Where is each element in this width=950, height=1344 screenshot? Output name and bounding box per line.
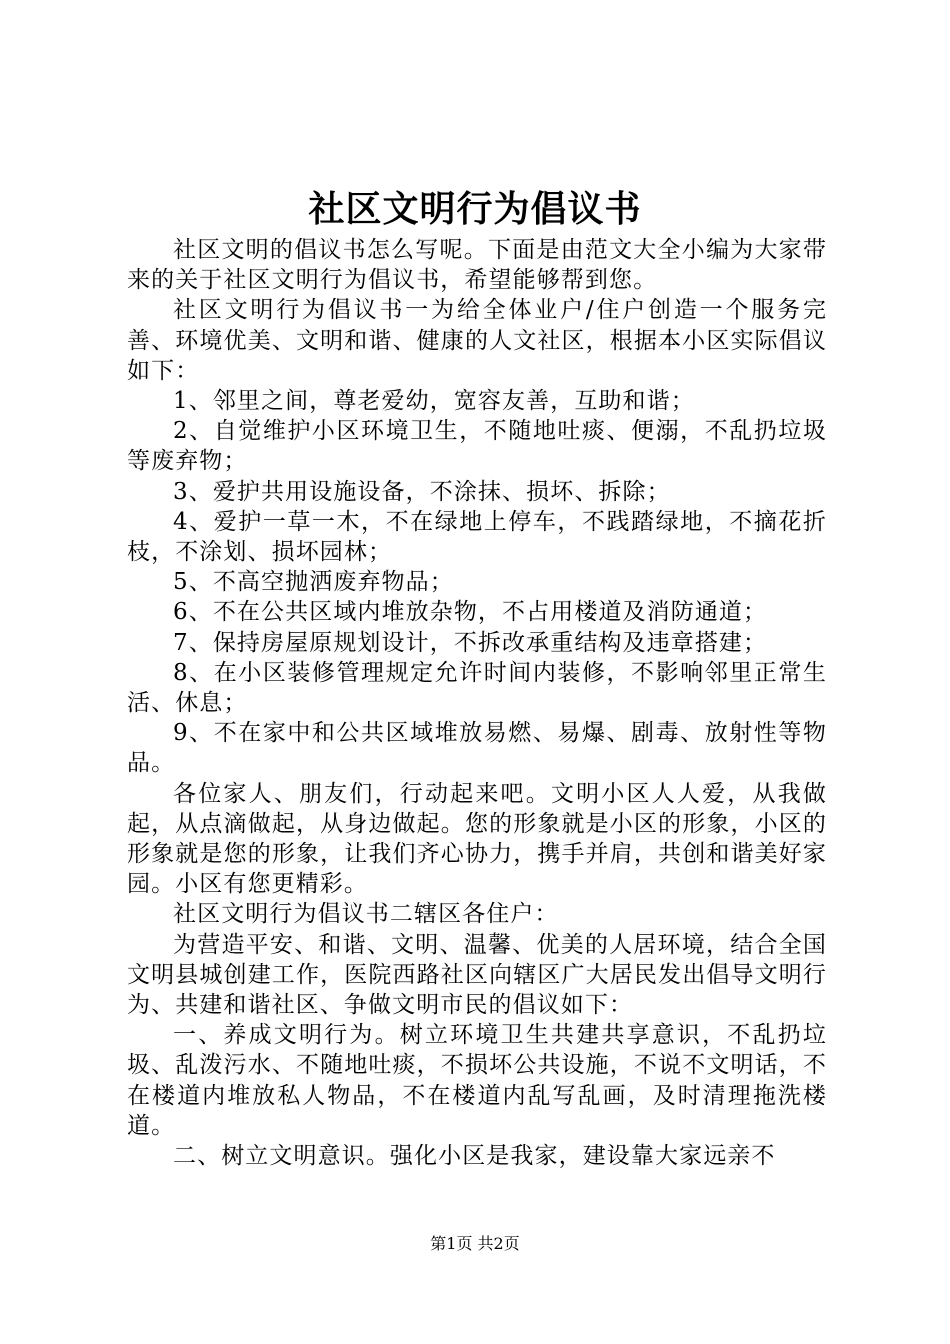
list-item: 3、爱护共用设施设备，不涂抹、损坏、拆除； — [173, 478, 671, 505]
list-item: 5、不高空抛洒废弃物品； — [173, 569, 454, 596]
paragraph-proposal-two-intro: 为营造平安、和谐、文明、温馨、优美的人居环境，结合全国文明县城创建工作，医院西路社区向辖区广大居民发出倡导文明行为、共建和谐社区、争做文明市民的倡议如下： — [127, 931, 827, 1019]
paragraph-call-to-action: 各位家人、朋友们，行动起来吧。文明小区人人爱，从我做起，从点滴做起，从身边做起。您的形象就是小区的形象，小区的形象就是您的形象，让我们齐心协力，携手并肩，共创和谐美好家园。小区有您更精彩。 — [127, 780, 827, 898]
paragraph-proposal-two-salutation: 社区文明行为倡议书二辖区各住户： — [173, 901, 559, 928]
paragraph-section-two: 二、树立文明意识。强化小区是我家，建设靠大家远亲不 — [173, 1143, 776, 1170]
list-item: 7、保持房屋原规划设计，不拆改承重结构及违章搭建； — [173, 629, 768, 656]
list-item: 1、邻里之间，尊老爱幼，宽容友善，互助和谐； — [173, 388, 695, 415]
paragraph-section-one: 一、养成文明行为。树立环境卫生共建共享意识，不乱扔垃圾、乱泼污水、不随地吐痰，不损坏公共设施，不说不文明话，不在楼道内堆放私人物品，不在楼道内乱写乱画，及时清理拖洗楼道。 — [127, 1022, 827, 1139]
list-item: 9、不在家中和公共区域堆放易燃、易爆、剧毒、放射性等物品。 — [127, 720, 827, 777]
list-item: 8、在小区装修管理规定允许时间内装修，不影响邻里正常生活、休息； — [127, 659, 827, 717]
paragraph-proposal-one-intro: 社区文明行为倡议书一为给全体业户/住户创造一个服务完善、环境优美、文明和谐、健康的人文社区，根据本小区实际倡议如下： — [127, 297, 827, 384]
list-item: 2、自觉维护小区环境卫生，不随地吐痰、便溺，不乱扔垃圾等废弃物； — [127, 418, 827, 475]
document-body — [127, 235, 827, 1171]
page-number-footer: 第1页 共2页 — [430, 1234, 520, 1253]
document-title: 社区文明行为倡议书 — [308, 188, 642, 230]
list-item: 4、爱护一草一木，不在绿地上停车，不践踏绿地，不摘花折枝，不涂划、损坏园林； — [127, 508, 827, 566]
list-item: 6、不在公共区域内堆放杂物，不占用楼道及消防通道； — [173, 599, 768, 626]
paragraph-intro: 社区文明的倡议书怎么写呢。下面是由范文大全小编为大家带来的关于社区文明行为倡议书，希望能够帮到您。 — [127, 237, 827, 294]
